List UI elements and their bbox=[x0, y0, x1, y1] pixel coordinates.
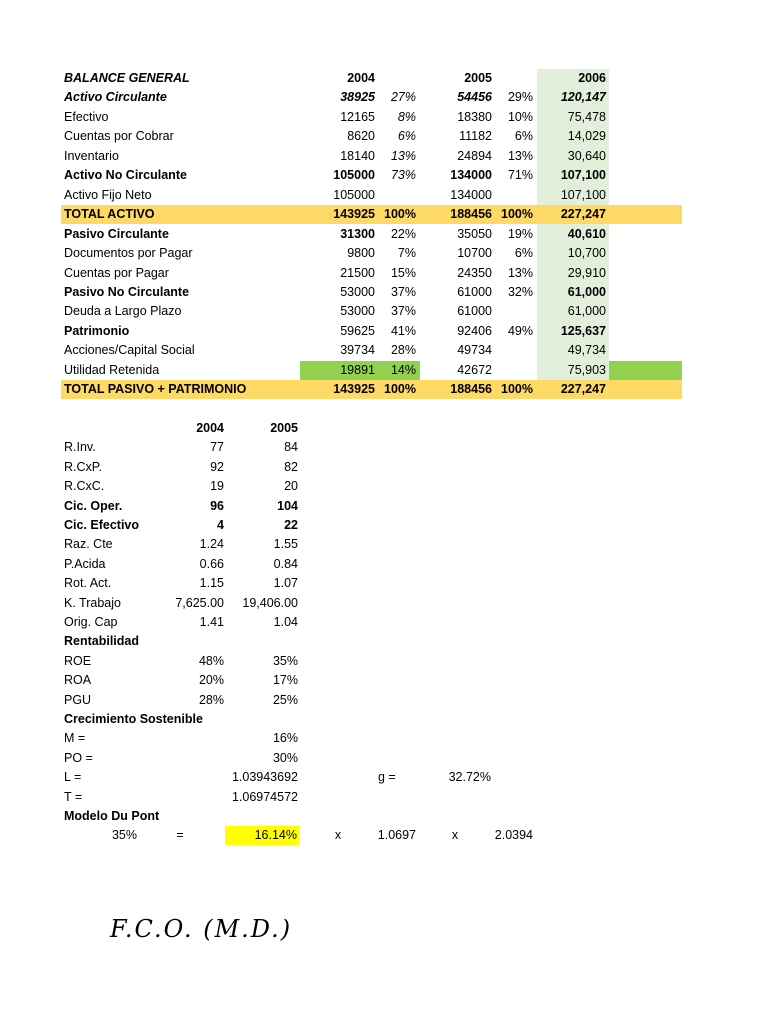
dupont-margin: 16.14% bbox=[254, 828, 297, 842]
ratio-label: R.CxC. bbox=[64, 479, 105, 493]
pct-2004: 100% bbox=[384, 382, 416, 396]
value-2006: 30,640 bbox=[567, 149, 606, 163]
ratio-2004: 1.15 bbox=[199, 576, 224, 590]
pct-2004: 73% bbox=[390, 168, 416, 182]
value-2004: 18140 bbox=[340, 149, 375, 163]
ratio-2004: 19 bbox=[210, 479, 224, 493]
value-2006: 14,029 bbox=[567, 129, 606, 143]
pct-2004: 37% bbox=[390, 304, 416, 318]
value-2004: 12165 bbox=[340, 110, 375, 124]
value-2005: 61000 bbox=[457, 285, 492, 299]
ratio-2004: 1.24 bbox=[199, 537, 224, 551]
value-2004: 21500 bbox=[340, 266, 375, 280]
row-label: Inventario bbox=[64, 149, 119, 163]
ratio-label: Cic. Oper. bbox=[64, 499, 123, 513]
ratio-2005: 25% bbox=[272, 693, 298, 707]
ratio-2004 bbox=[150, 729, 224, 748]
value-2006: 125,637 bbox=[560, 324, 606, 338]
header-2006: 2006 bbox=[578, 71, 606, 85]
pct-2004: 6% bbox=[397, 129, 416, 143]
ratio-2005: 82 bbox=[284, 460, 298, 474]
pct-2004: 22% bbox=[390, 227, 416, 241]
ratio-2004: 96 bbox=[210, 499, 224, 513]
pct-2005 bbox=[495, 186, 533, 205]
ratio-2004: 92 bbox=[210, 460, 224, 474]
ratio-2005: 1.04 bbox=[273, 615, 298, 629]
ratio-2004 bbox=[150, 768, 224, 787]
pct-2005: 29% bbox=[507, 90, 533, 104]
value-2005: 134000 bbox=[450, 188, 492, 202]
ratio-label: PGU bbox=[64, 693, 92, 707]
g-value: 32.72% bbox=[448, 770, 491, 784]
pct-2004: 28% bbox=[390, 343, 416, 357]
value-2005: 35050 bbox=[457, 227, 492, 241]
pct-2004: 15% bbox=[390, 266, 416, 280]
value-2005: 54456 bbox=[457, 90, 492, 104]
dupont-roe: 35% bbox=[111, 828, 137, 842]
ratio-2004: 77 bbox=[210, 440, 224, 454]
value-2004: 143925 bbox=[333, 382, 375, 396]
row-label: TOTAL PASIVO + PATRIMONIO bbox=[64, 382, 247, 396]
g-label: g = bbox=[378, 770, 396, 784]
row-label: Deuda a Largo Plazo bbox=[64, 304, 182, 318]
value-2005: 61000 bbox=[457, 304, 492, 318]
pct-2005: 32% bbox=[507, 285, 533, 299]
row-label: Acciones/Capital Social bbox=[64, 343, 195, 357]
value-2006: 61,000 bbox=[567, 285, 606, 299]
ratio-2005: 35% bbox=[272, 654, 298, 668]
pct-2005: 49% bbox=[507, 324, 533, 338]
value-2006: 75,903 bbox=[567, 363, 606, 377]
utilidad-green-band-2 bbox=[609, 361, 682, 380]
pct-2004: 27% bbox=[390, 90, 416, 104]
value-2005: 18380 bbox=[457, 110, 492, 124]
value-2006: 227,247 bbox=[560, 382, 606, 396]
ratio-label: ROE bbox=[64, 654, 92, 668]
dupont-times-2: x bbox=[451, 828, 459, 842]
value-2006: 120,147 bbox=[560, 90, 606, 104]
ratio-2004: 4 bbox=[217, 518, 224, 532]
ratio-2004 bbox=[150, 632, 224, 651]
ratio-2005: 1.06974572 bbox=[231, 790, 298, 804]
row-label: Activo No Circulante bbox=[64, 168, 187, 182]
value-2005: 92406 bbox=[457, 324, 492, 338]
pct-2005: 6% bbox=[514, 129, 533, 143]
value-2006: 107,100 bbox=[560, 168, 606, 182]
value-2005: 24350 bbox=[457, 266, 492, 280]
ratio-2004: 28% bbox=[198, 693, 224, 707]
value-2005: 49734 bbox=[457, 343, 492, 357]
ratio-2005: 84 bbox=[284, 440, 298, 454]
dupont-leverage: 2.0394 bbox=[494, 828, 533, 842]
value-2004: 39734 bbox=[340, 343, 375, 357]
value-2004: 105000 bbox=[333, 168, 375, 182]
value-2004: 53000 bbox=[340, 285, 375, 299]
value-2004: 9800 bbox=[347, 246, 375, 260]
ratio-2005: 22 bbox=[284, 518, 298, 532]
ratio-2005: 0.84 bbox=[273, 557, 298, 571]
ratio-2005: 20 bbox=[284, 479, 298, 493]
pct-2005: 19% bbox=[507, 227, 533, 241]
ratio-2005: 30% bbox=[272, 751, 298, 765]
pct-2005 bbox=[495, 302, 533, 321]
ratio-label: R.CxP. bbox=[64, 460, 102, 474]
ratio-2005 bbox=[220, 807, 298, 826]
pct-2004 bbox=[378, 186, 416, 205]
ratio-label: ROA bbox=[64, 673, 92, 687]
pct-2004: 41% bbox=[390, 324, 416, 338]
value-2006: 40,610 bbox=[567, 227, 606, 241]
ratio-2005: 17% bbox=[272, 673, 298, 687]
pct-2005: 100% bbox=[501, 382, 533, 396]
pct-2004: 13% bbox=[390, 149, 416, 163]
row-label: Documentos por Pagar bbox=[64, 246, 193, 260]
ratios-header-2005: 2005 bbox=[270, 421, 298, 435]
ratio-2005: 104 bbox=[277, 499, 298, 513]
pct-2004: 100% bbox=[384, 207, 416, 221]
row-label: TOTAL ACTIVO bbox=[64, 207, 155, 221]
ratio-2004: 7,625.00 bbox=[175, 596, 224, 610]
pct-2005 bbox=[495, 341, 533, 360]
pct-2004: 8% bbox=[397, 110, 416, 124]
pct-2005: 13% bbox=[507, 149, 533, 163]
ratio-2004: 20% bbox=[198, 673, 224, 687]
value-2005: 24894 bbox=[457, 149, 492, 163]
ratio-2005 bbox=[220, 710, 298, 729]
dupont-times-1: x bbox=[334, 828, 342, 842]
value-2005: 10700 bbox=[457, 246, 492, 260]
ratio-2004 bbox=[150, 749, 224, 768]
ratio-label: R.Inv. bbox=[64, 440, 96, 454]
pct-2004: 7% bbox=[397, 246, 416, 260]
pct-2004: 14% bbox=[390, 363, 416, 377]
pct-2005: 13% bbox=[507, 266, 533, 280]
pct-2005: 71% bbox=[507, 168, 533, 182]
value-2004: 31300 bbox=[340, 227, 375, 241]
value-2004: 19891 bbox=[340, 363, 375, 377]
pct-2005 bbox=[495, 361, 533, 380]
row-label: Activo Circulante bbox=[64, 90, 167, 104]
ratio-label: T = bbox=[64, 790, 83, 804]
row-label: Cuentas por Cobrar bbox=[64, 129, 174, 143]
ratio-2004: 1.41 bbox=[199, 615, 224, 629]
ratio-2004: 0.66 bbox=[199, 557, 224, 571]
row-label: Activo Fijo Neto bbox=[64, 188, 152, 202]
pct-2005: 6% bbox=[514, 246, 533, 260]
ratio-2004: 48% bbox=[198, 654, 224, 668]
row-label: Cuentas por Pagar bbox=[64, 266, 169, 280]
ratio-label: Rentabilidad bbox=[64, 634, 140, 648]
value-2004: 59625 bbox=[340, 324, 375, 338]
ratio-label: Rot. Act. bbox=[64, 576, 112, 590]
pct-2004: 37% bbox=[390, 285, 416, 299]
ratio-label: K. Trabajo bbox=[64, 596, 121, 610]
value-2006: 49,734 bbox=[567, 343, 606, 357]
value-2004: 105000 bbox=[333, 188, 375, 202]
ratio-label: PO = bbox=[64, 751, 93, 765]
value-2005: 188456 bbox=[450, 382, 492, 396]
value-2006: 227,247 bbox=[560, 207, 606, 221]
value-2006: 10,700 bbox=[567, 246, 606, 260]
row-label: Utilidad Retenida bbox=[64, 363, 160, 377]
value-2005: 42672 bbox=[457, 363, 492, 377]
row-label: Patrimonio bbox=[64, 324, 130, 338]
value-2005: 134000 bbox=[450, 168, 492, 182]
ratio-label: M = bbox=[64, 731, 86, 745]
ratio-label: Modelo Du Pont bbox=[64, 809, 160, 823]
ratio-2004 bbox=[150, 807, 224, 826]
ratios-header-2004: 2004 bbox=[196, 421, 224, 435]
header-2004: 2004 bbox=[347, 71, 375, 85]
ratio-label: Cic. Efectivo bbox=[64, 518, 140, 532]
value-2006: 75,478 bbox=[567, 110, 606, 124]
ratio-2005: 19,406.00 bbox=[242, 596, 298, 610]
ratio-2005: 16% bbox=[272, 731, 298, 745]
dupont-turnover: 1.0697 bbox=[377, 828, 416, 842]
ratio-label: Crecimiento Sostenible bbox=[64, 712, 203, 726]
value-2006: 61,000 bbox=[567, 304, 606, 318]
handwritten-note: F.C.O. (M.D.) bbox=[110, 915, 293, 943]
pct-2005: 10% bbox=[507, 110, 533, 124]
value-2004: 8620 bbox=[347, 129, 375, 143]
dupont-equals: = bbox=[176, 828, 184, 842]
ratio-2005: 1.03943692 bbox=[231, 770, 298, 784]
ratio-label: Raz. Cte bbox=[64, 537, 113, 551]
value-2004: 53000 bbox=[340, 304, 375, 318]
value-2004: 143925 bbox=[333, 207, 375, 221]
ratio-2004 bbox=[150, 788, 224, 807]
value-2006: 107,100 bbox=[560, 188, 606, 202]
ratio-2005 bbox=[220, 632, 298, 651]
ratio-2005: 1.07 bbox=[273, 576, 298, 590]
row-label: Pasivo No Circulante bbox=[64, 285, 190, 299]
pct-2005: 100% bbox=[501, 207, 533, 221]
value-2005: 188456 bbox=[450, 207, 492, 221]
ratio-label: Orig. Cap bbox=[64, 615, 118, 629]
header-2005: 2005 bbox=[464, 71, 492, 85]
balance-title: BALANCE GENERAL bbox=[64, 71, 190, 85]
ratio-label: P.Acida bbox=[64, 557, 106, 571]
row-label: Efectivo bbox=[64, 110, 109, 124]
value-2004: 38925 bbox=[340, 90, 375, 104]
value-2005: 11182 bbox=[459, 129, 492, 143]
ratio-2005: 1.55 bbox=[273, 537, 298, 551]
row-label: Pasivo Circulante bbox=[64, 227, 169, 241]
ratio-label: L = bbox=[64, 770, 82, 784]
ratio-2004 bbox=[150, 710, 224, 729]
value-2006: 29,910 bbox=[567, 266, 606, 280]
